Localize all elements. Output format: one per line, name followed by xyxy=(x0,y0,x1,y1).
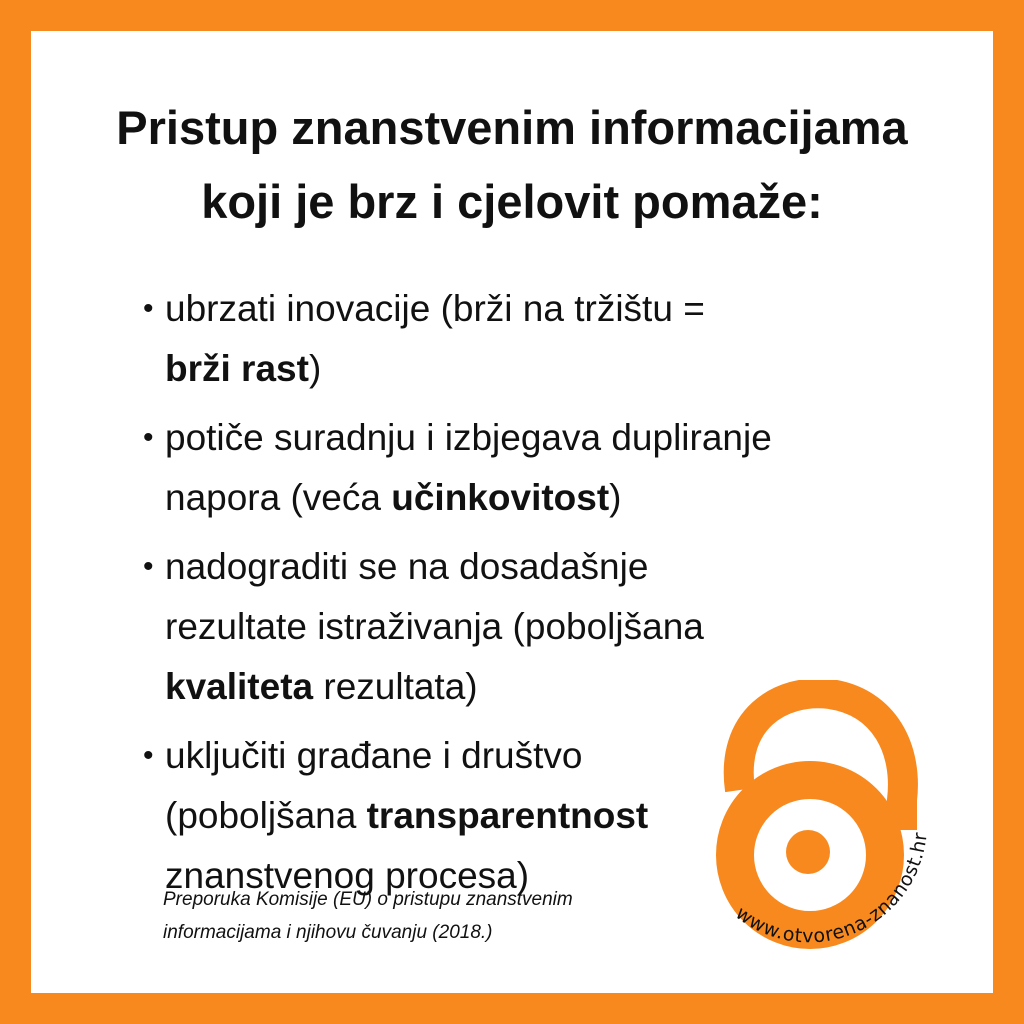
benefit-text: ) xyxy=(308,348,322,389)
page-title xyxy=(31,91,993,239)
benefit-line xyxy=(165,597,925,657)
benefit-emphasis: kvaliteta xyxy=(165,666,314,707)
benefit-line xyxy=(165,537,925,597)
benefit-text: ) xyxy=(609,477,622,518)
benefit-text: napora (veća xyxy=(165,477,392,518)
benefit-text: rezultata) xyxy=(313,666,478,707)
benefit-text: potiče suradnju i izbjegava dupliranje xyxy=(165,417,772,458)
bullet-dot: • xyxy=(143,292,154,325)
source-line-2: informacijama i njihovu čuvanju (2018.) xyxy=(163,922,493,943)
benefit-line xyxy=(165,408,925,468)
benefit-text: rezultate istraživanja (poboljšana xyxy=(165,606,704,647)
benefit-emphasis: brži rast xyxy=(165,348,309,389)
benefit-line xyxy=(165,279,925,339)
benefit-item xyxy=(143,279,925,399)
lock-keyhole xyxy=(786,830,830,874)
title-line-2: koji je brz i cjelovit pomaže: xyxy=(201,175,823,228)
benefit-text: znanstvenog procesa) xyxy=(165,855,530,896)
benefit-emphasis: učinkovitost xyxy=(391,477,610,518)
bullet-dot: • xyxy=(143,550,154,583)
source-citation xyxy=(163,883,573,949)
benefit-line xyxy=(165,339,925,399)
benefit-line xyxy=(165,468,925,528)
logo-url-text: www.otvorena-znanost.hr xyxy=(731,831,932,948)
benefit-text: uključiti građane i društvo xyxy=(165,735,583,776)
benefit-emphasis: transparentnost xyxy=(366,795,649,836)
benefit-text: (poboljšana xyxy=(165,795,367,836)
open-access-lock-icon xyxy=(680,680,940,960)
title-line-1: Pristup znanstvenim informacijama xyxy=(116,101,908,154)
benefit-text: ubrzati inovacije (brži na tržištu = xyxy=(165,288,705,329)
source-line-1: Preporuka Komisije (EU) o pristupu znanstvenim xyxy=(163,889,573,910)
benefit-item xyxy=(143,408,925,528)
benefit-text: nadograditi se na dosadašnje xyxy=(165,546,649,587)
bullet-dot: • xyxy=(143,739,154,772)
bullet-dot: • xyxy=(143,421,154,454)
